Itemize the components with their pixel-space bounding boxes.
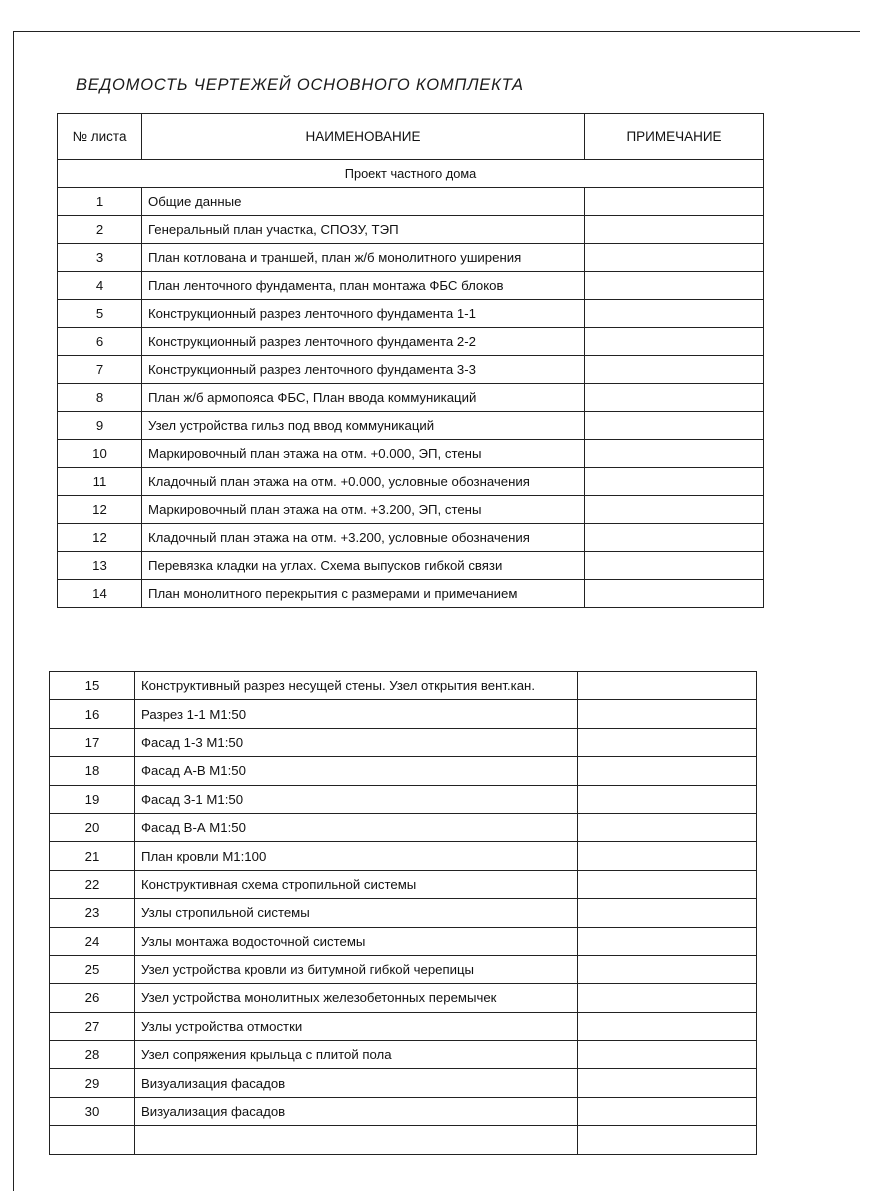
note-cell — [578, 728, 757, 756]
drawing-name-cell: Разрез 1-1 М1:50 — [135, 700, 578, 728]
table-row — [58, 524, 764, 552]
note-cell — [585, 356, 764, 384]
table-row — [50, 1012, 757, 1040]
table-row — [58, 188, 764, 216]
drawings-table-upper — [57, 113, 764, 608]
frame-top-border — [13, 31, 860, 32]
sheet-number-cell: 16 — [50, 700, 135, 728]
header-name: НАИМЕНОВАНИЕ — [142, 114, 585, 160]
sheet-number-cell: 14 — [58, 580, 142, 608]
sheet-number-cell: 26 — [50, 984, 135, 1012]
sheet-number-cell: 12 — [58, 524, 142, 552]
sheet-number-cell: 2 — [58, 216, 142, 244]
section-row — [58, 160, 764, 188]
note-cell — [578, 955, 757, 983]
drawing-name-cell: Конструкционный разрез ленточного фундамента 3-3 — [142, 356, 585, 384]
table-row — [50, 700, 757, 728]
drawing-name-cell: Перевязка кладки на углах. Схема выпусков гибкой связи — [142, 552, 585, 580]
drawing-name-cell: Конструктивная схема стропильной системы — [135, 870, 578, 898]
table-row — [58, 496, 764, 524]
table-row — [50, 842, 757, 870]
table-row — [58, 272, 764, 300]
drawing-name-cell: Узлы устройства отмостки — [135, 1012, 578, 1040]
table-row — [50, 1041, 757, 1069]
note-cell — [585, 496, 764, 524]
drawing-name-cell: Кладочный план этажа на отм. +0.000, условные обозначения — [142, 468, 585, 496]
note-cell — [578, 870, 757, 898]
section-title: Проект частного дома — [58, 160, 764, 188]
note-cell — [578, 813, 757, 841]
table-row — [50, 785, 757, 813]
drawing-name-cell: План котлована и траншей, план ж/б монолитного уширения — [142, 244, 585, 272]
note-cell — [578, 842, 757, 870]
sheet-number-cell: 15 — [50, 672, 135, 700]
note-cell — [578, 899, 757, 927]
sheet-number-cell: 9 — [58, 412, 142, 440]
note-cell — [585, 552, 764, 580]
sheet-number-cell: 13 — [58, 552, 142, 580]
note-cell — [585, 412, 764, 440]
drawing-name-cell: Визуализация фасадов — [135, 1097, 578, 1125]
header-note: ПРИМЕЧАНИЕ — [585, 114, 764, 160]
sheet-number-cell: 18 — [50, 757, 135, 785]
note-cell — [585, 188, 764, 216]
drawing-name-cell: План монолитного перекрытия с размерами и примечанием — [142, 580, 585, 608]
note-cell — [578, 700, 757, 728]
drawing-name-cell: Узел устройства гильз под ввод коммуникаций — [142, 412, 585, 440]
table-row — [58, 552, 764, 580]
sheet-number-cell: 27 — [50, 1012, 135, 1040]
sheet-number-cell: 29 — [50, 1069, 135, 1097]
sheet-number-cell: 19 — [50, 785, 135, 813]
sheet-number-cell: 24 — [50, 927, 135, 955]
sheet-number-cell: 17 — [50, 728, 135, 756]
sheet-number-cell: 20 — [50, 813, 135, 841]
sheet-number-cell: 30 — [50, 1097, 135, 1125]
drawing-name-cell: Узел устройства кровли из битумной гибкой черепицы — [135, 955, 578, 983]
note-cell — [585, 524, 764, 552]
note-cell — [585, 580, 764, 608]
sheet-number-cell: 10 — [58, 440, 142, 468]
drawing-name-cell: Фасад В-А М1:50 — [135, 813, 578, 841]
drawing-name-cell: Узлы стропильной системы — [135, 899, 578, 927]
note-cell — [578, 1126, 757, 1154]
table-row — [58, 244, 764, 272]
sheet-number-cell — [50, 1126, 135, 1154]
drawing-name-cell: Узлы монтажа водосточной системы — [135, 927, 578, 955]
note-cell — [585, 216, 764, 244]
table-row — [50, 728, 757, 756]
drawing-name-cell — [135, 1126, 578, 1154]
table-row — [50, 1126, 757, 1154]
drawing-name-cell: Конструкционный разрез ленточного фундамента 1-1 — [142, 300, 585, 328]
table-row — [50, 757, 757, 785]
note-cell — [578, 1012, 757, 1040]
drawing-name-cell: Фасад 3-1 М1:50 — [135, 785, 578, 813]
sheet-number-cell: 21 — [50, 842, 135, 870]
table-header-row — [58, 114, 764, 160]
note-cell — [585, 468, 764, 496]
table-row — [50, 1097, 757, 1125]
drawing-name-cell: План кровли М1:100 — [135, 842, 578, 870]
table-row — [50, 813, 757, 841]
sheet-number-cell: 23 — [50, 899, 135, 927]
note-cell — [578, 672, 757, 700]
table-row — [58, 580, 764, 608]
table-row — [58, 412, 764, 440]
table-row — [58, 300, 764, 328]
note-cell — [585, 244, 764, 272]
note-cell — [585, 300, 764, 328]
table-row — [58, 356, 764, 384]
sheet-number-cell: 1 — [58, 188, 142, 216]
note-cell — [578, 1041, 757, 1069]
note-cell — [585, 384, 764, 412]
drawing-name-cell: Конструктивный разрез несущей стены. Узел открытия вент.кан. — [135, 672, 578, 700]
table-row — [58, 328, 764, 356]
drawing-name-cell: Маркировочный план этажа на отм. +3.200, ЭП, стены — [142, 496, 585, 524]
table-row — [50, 984, 757, 1012]
note-cell — [578, 1097, 757, 1125]
drawing-name-cell: Фасад 1-3 М1:50 — [135, 728, 578, 756]
note-cell — [578, 1069, 757, 1097]
drawings-table-lower — [49, 671, 757, 1155]
table-row — [58, 440, 764, 468]
note-cell — [578, 757, 757, 785]
sheet-number-cell: 3 — [58, 244, 142, 272]
drawing-name-cell: План ж/б армопояса ФБС, План ввода коммуникаций — [142, 384, 585, 412]
sheet-number-cell: 28 — [50, 1041, 135, 1069]
table-row — [50, 927, 757, 955]
drawing-name-cell: Конструкционный разрез ленточного фундамента 2-2 — [142, 328, 585, 356]
sheet-number-cell: 12 — [58, 496, 142, 524]
note-cell — [585, 328, 764, 356]
sheet-number-cell: 25 — [50, 955, 135, 983]
sheet-number-cell: 4 — [58, 272, 142, 300]
sheet-number-cell: 11 — [58, 468, 142, 496]
drawing-name-cell: План ленточного фундамента, план монтажа ФБС блоков — [142, 272, 585, 300]
table-row — [50, 870, 757, 898]
drawing-name-cell: Генеральный план участка, СПОЗУ, ТЭП — [142, 216, 585, 244]
table-row — [58, 216, 764, 244]
table-row — [58, 468, 764, 496]
drawing-name-cell: Узел устройства монолитных железобетонных перемычек — [135, 984, 578, 1012]
header-sheet-number: № листа — [58, 114, 142, 160]
frame-left-border — [13, 31, 14, 1191]
sheet-number-cell: 22 — [50, 870, 135, 898]
drawing-name-cell: Общие данные — [142, 188, 585, 216]
table-row — [58, 384, 764, 412]
table-row — [50, 672, 757, 700]
sheet-number-cell: 6 — [58, 328, 142, 356]
drawing-name-cell: Фасад А-В М1:50 — [135, 757, 578, 785]
drawing-name-cell: Узел сопряжения крыльца с плитой пола — [135, 1041, 578, 1069]
drawing-name-cell: Кладочный план этажа на отм. +3.200, условные обозначения — [142, 524, 585, 552]
drawing-name-cell: Маркировочный план этажа на отм. +0.000, ЭП, стены — [142, 440, 585, 468]
note-cell — [578, 984, 757, 1012]
document-title: ВЕДОМОСТЬ ЧЕРТЕЖЕЙ ОСНОВНОГО КОМПЛЕКТА — [76, 76, 524, 94]
note-cell — [585, 272, 764, 300]
drawing-name-cell: Визуализация фасадов — [135, 1069, 578, 1097]
sheet-number-cell: 7 — [58, 356, 142, 384]
note-cell — [578, 927, 757, 955]
note-cell — [578, 785, 757, 813]
note-cell — [585, 440, 764, 468]
table-row — [50, 1069, 757, 1097]
table-row — [50, 955, 757, 983]
sheet-number-cell: 8 — [58, 384, 142, 412]
table-row — [50, 899, 757, 927]
sheet-number-cell: 5 — [58, 300, 142, 328]
